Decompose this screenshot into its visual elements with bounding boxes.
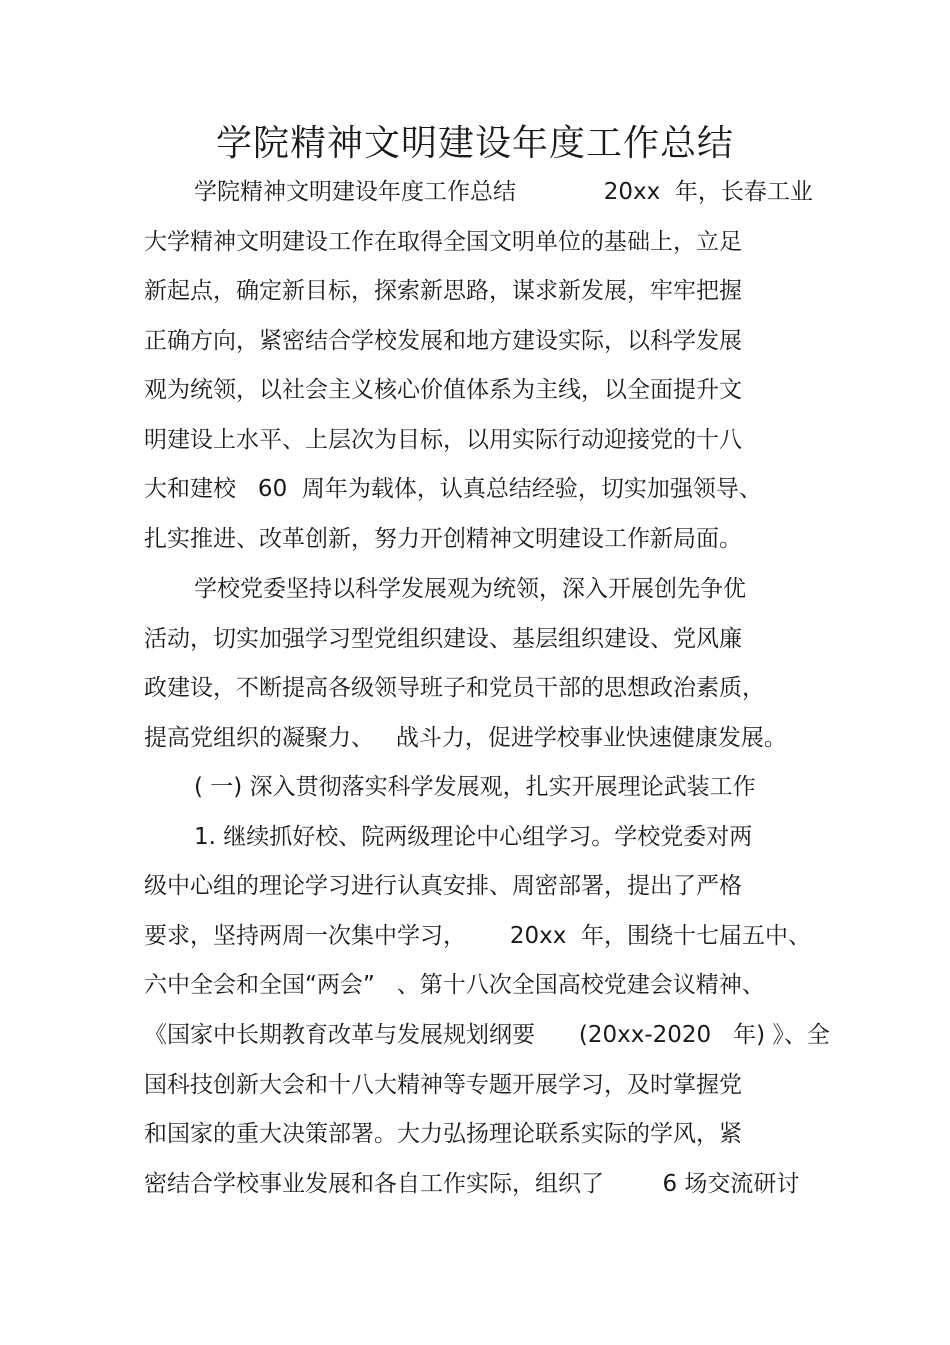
body-line: 提高党组织的凝聚力、 战斗力，促进学校事业快速健康发展。 xyxy=(144,725,787,751)
body-line: 级中心组的理论学习进行认真安排、周密部署，提出了严格 xyxy=(144,873,742,899)
body-line: 观为统领，以社会主义核心价值体系为主线，以全面提升文 xyxy=(144,377,742,403)
body-line: 大和建校 60 周年为载体，认真总结经验，切实加强领导、 xyxy=(144,476,762,502)
body-line: 政建设，不断提高各级领导班子和党员干部的思想政治素质， xyxy=(144,675,765,701)
body-line: 六中全会和全国“两会” 、第十八次全国高校党建会议精神、 xyxy=(144,972,765,998)
body-line: 明建设上水平、上层次为目标，以用实际行动迎接党的十八 xyxy=(144,427,742,453)
body-line: 新起点，确定新目标，探索新思路，谋求新发展，牢牢把握 xyxy=(144,278,742,304)
body-line: 扎实推进、改革创新，努力开创精神文明建设工作新局面。 xyxy=(144,526,742,552)
body-line: 《国家中长期教育改革与发展规划纲要 (20xx-2020 年) 》、全 xyxy=(144,1022,830,1048)
body-line: 1. 继续抓好校、院两级理论中心组学习。学校党委对两 xyxy=(194,824,753,850)
body-line: 密结合学校事业发展和各自工作实际，组织了 6 场交流研讨 xyxy=(144,1171,800,1197)
body-line: 正确方向，紧密结合学校发展和地方建设实际，以科学发展 xyxy=(144,328,742,354)
section-heading: ( 一) 深入贯彻落实科学发展观，扎实开展理论武装工作 xyxy=(194,774,756,800)
body-line: 大学精神文明建设工作在取得全国文明单位的基础上，立足 xyxy=(144,229,742,255)
body-line: 和国家的重大决策部署。大力弘扬理论联系实际的学风，紧 xyxy=(144,1121,742,1147)
body-line: 国科技创新大会和十八大精神等专题开展学习，及时掌握党 xyxy=(144,1072,742,1098)
document-title: 学院精神文明建设年度工作总结 xyxy=(215,123,734,164)
body-line: 学校党委坚持以科学发展观为统领，深入开展创先争优 xyxy=(194,576,746,602)
body-line: 要求，坚持两周一次集中学习， 20xx 年，围绕十七届五中、 xyxy=(144,923,811,949)
body-line: 活动，切实加强学习型党组织建设、基层组织建设、党风廉 xyxy=(144,626,742,652)
body-line: 学院精神文明建设年度工作总结 20xx 年，长春工业 xyxy=(194,179,813,205)
